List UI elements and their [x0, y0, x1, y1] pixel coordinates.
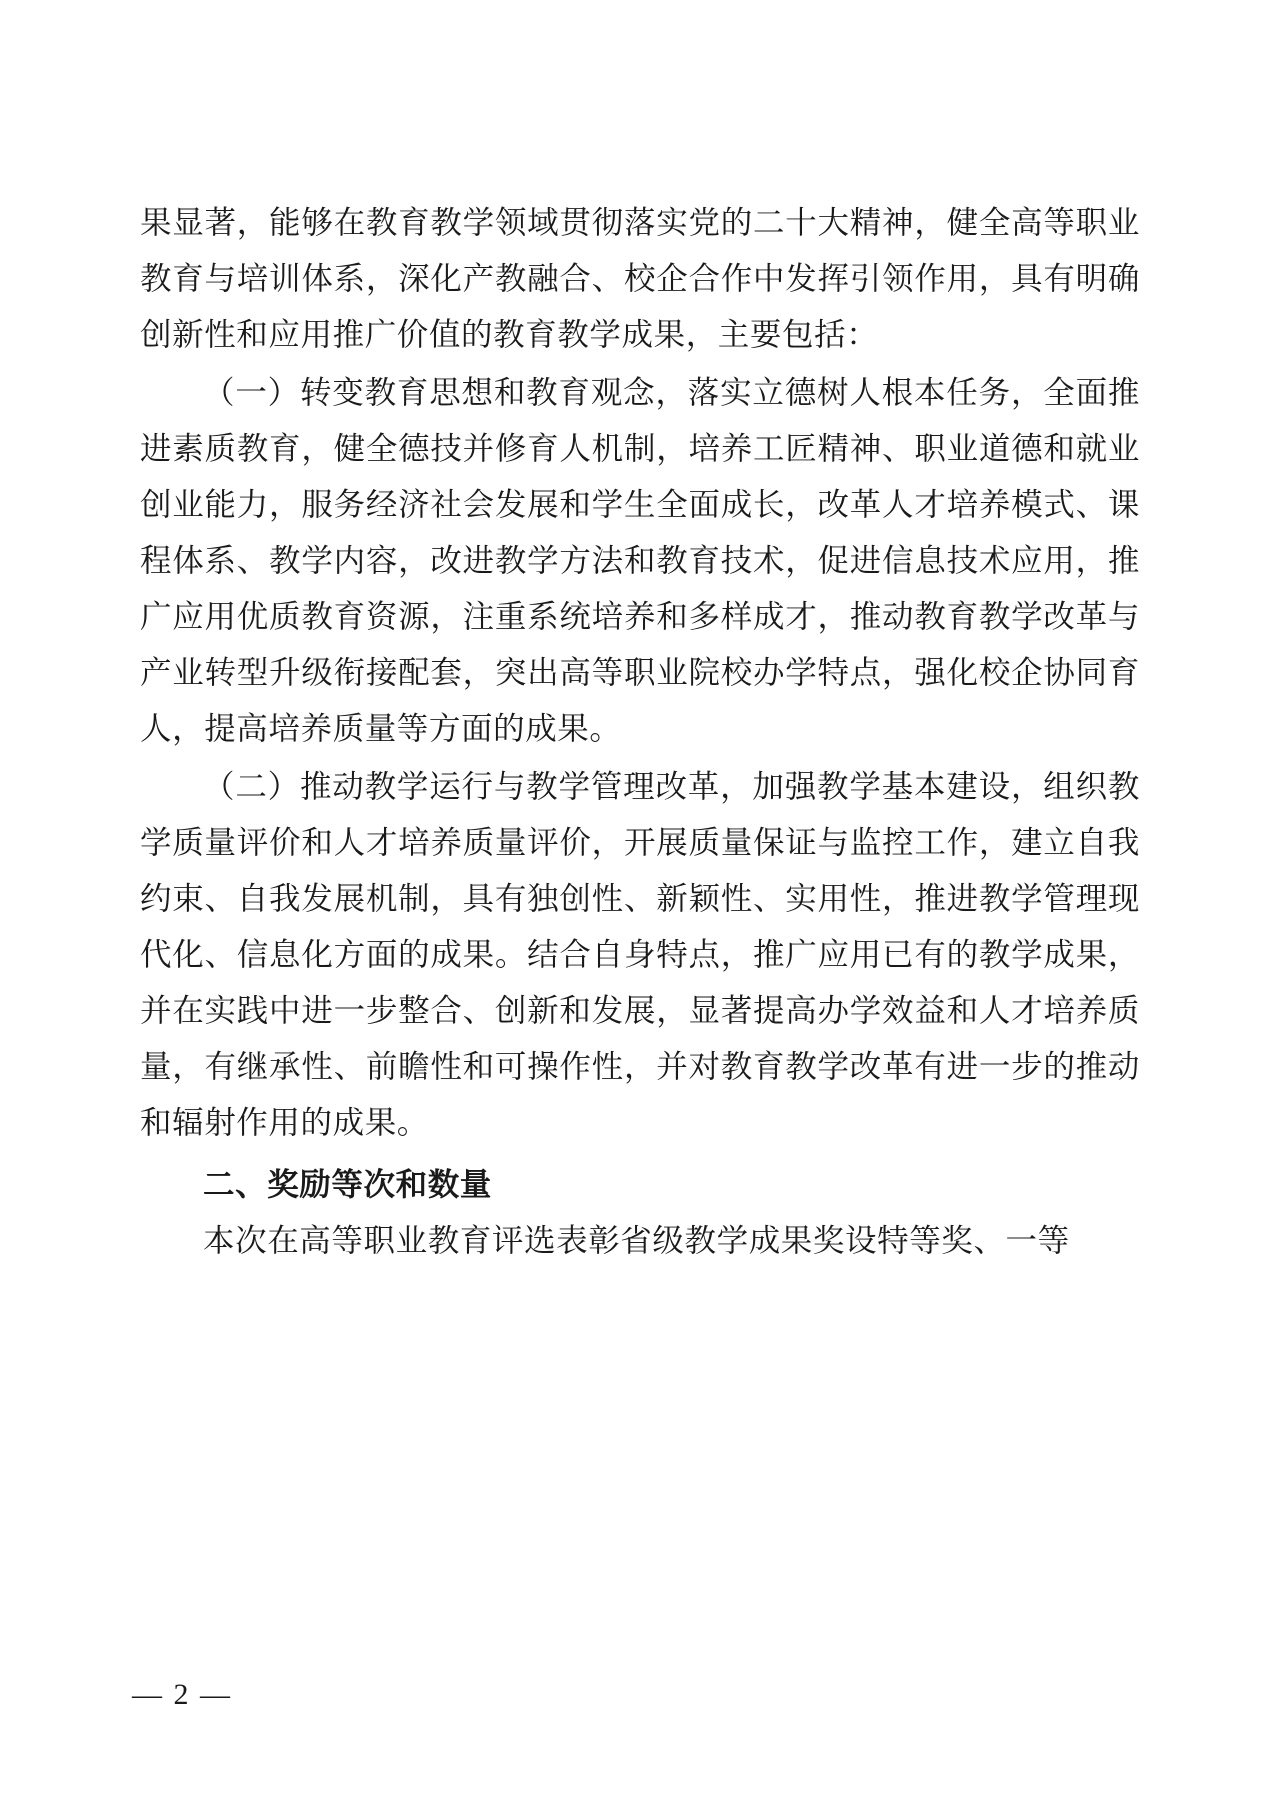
section-heading-two: 二、奖励等次和数量: [203, 1167, 492, 1203]
paragraph-section-two-body: 本次在高等职业教育评选表彰省级教学成果奖设特等奖、一等: [203, 1223, 1070, 1258]
paragraph-item-one: （一）转变教育思想和教育观念，落实立德树人根本任务，全面推进素质教育，健全德技并修育人机制，培养工匠精神、职业道德和就业创业能力，服务经济社会发展和学生全面成长，改革人才培养模式、课程体系、教学内容，改进教学方法和教育技术，促进信息技术应用，推广应用优质教育资源，注重系统培养和多样成才，推动教育教学改革与产业转型升级衔接配套，突出高等职业院校办学特点，强化校企协同育人，提高培养质量等方面的成果。: [140, 375, 1140, 746]
document-body: [140, 195, 1140, 1269]
page-number: — 2 —: [132, 1678, 232, 1711]
paragraph-continuation: 果显著，能够在教育教学领域贯彻落实党的二十大精神，健全高等职业教育与培训体系，深化产教融合、校企合作中发挥引领作用，具有明确创新性和应用推广价值的教育教学成果，主要包括：: [140, 205, 1140, 352]
paragraph-item-two: （二）推动教学运行与教学管理改革，加强教学基本建设，组织教学质量评价和人才培养质量评价，开展质量保证与监控工作，建立自我约束、自我发展机制，具有独创性、新颖性、实用性，推进教学管理现代化、信息化方面的成果。结合自身特点，推广应用已有的教学成果，并在实践中进一步整合、创新和发展，显著提高办学效益和人才培养质量，有继承性、前瞻性和可操作性，并对教育教学改革有进一步的推动和辐射作用的成果。: [140, 769, 1140, 1140]
page-footer: [0, 1600, 1280, 1810]
